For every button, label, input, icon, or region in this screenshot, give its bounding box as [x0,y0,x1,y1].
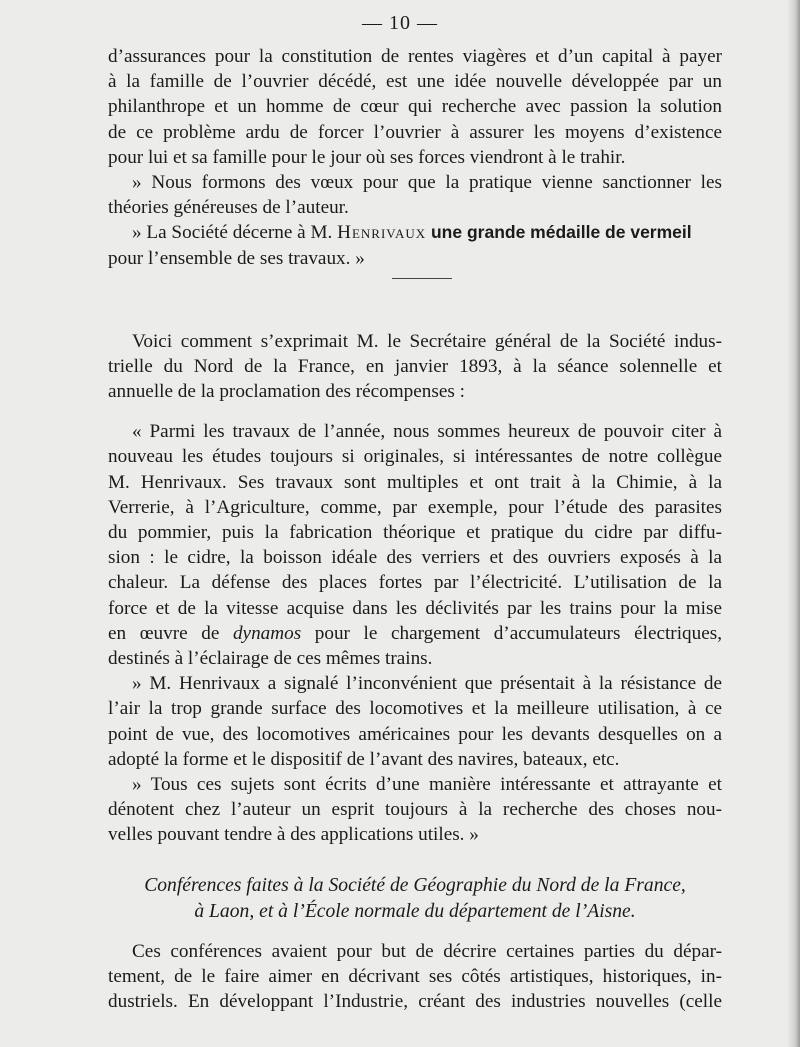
quote-locomotives [108,671,722,772]
text-line: « Parmi les travaux de l’année, nous sommes heureux de pouvoir citer à [132,421,722,443]
section-heading [108,873,722,923]
text-line: dénotent chez l’auteur un esprit toujours à la recherche des choses nou- [108,799,722,821]
text-line: force et de la vitesse acquise dans les déclivités par les trains pour la mise [108,597,722,619]
text-line: sion : le cidre, la boisson idéale des verriers et des ouvriers exposés à la [108,547,722,569]
text-line: Verrerie, à l’Agriculture, comme, par exemple, pour l’étude des parasites [108,496,722,518]
text-line: pour lui et sa famille pour le jour où ses forces viendront à le trahir. [108,146,626,168]
text-line: pour l’ensemble de ses travaux. » [108,247,365,269]
text-line: trielle du Nord de la France, en janvier 1893, à la séance solennelle et [108,355,722,377]
text-line: » M. Henrivaux a signalé l’inconvénient que présentait à la résistance de [132,673,722,695]
text-line: tement, de le faire aimer en décrivant ses côtés artistiques, historiques, in- [108,966,722,987]
text-line: d’assurances pour la constitution de rentes viagères et d’un capital à payer [108,46,722,67]
text-line: » Tous ces sujets sont écrits d’une manière intéressante et attrayante et [132,773,722,795]
text-line: chaleur. La défense des places fortes par l’électricité. L’utilisation de la [108,572,722,594]
text-line: Ces conférences avaient pour but de décrire certaines parties du dépar- [132,940,722,962]
dynamos-line [108,621,722,646]
text-line: de ce problème ardu de forcer l’ouvrier à assurer les moyens d’existence [108,121,722,143]
award-line [108,220,722,245]
award-text: » La Société décerne à M. [132,222,338,244]
text-body [108,44,722,1014]
text-line: point de vue, des locomotives américaines pour les devants desquelles on a [108,723,722,745]
award-recipient: Henrivaux [337,222,427,244]
paragraph-wishes [108,170,722,220]
paragraph-insurance [108,44,722,170]
text-line: philanthrope et un homme de cœur qui recherche avec passion la solution [108,96,722,118]
page-number: — 10 — [362,12,438,34]
text-line: nouveau les études toujours si originales, si intéressantes de notre collègue [108,446,722,468]
text-line: à la famille de l’ouvrier décédé, est une idée nouvelle développée par un [108,71,722,93]
text-line: théories généreuses de l’auteur. [108,197,349,219]
text-line: Voici comment s’exprimait M. le Secrétaire général de la Société indus- [132,330,722,352]
quote-conclusion [108,772,722,848]
text-line: destinés à l’éclairage de ces mêmes trains. [108,647,433,669]
heading-line: à Laon, et à l’École normale du département de l’Aisne. [194,900,636,922]
text-line: dustriels. En développant l’Industrie, créant des industries nouvelles (celle [108,991,722,1013]
italic-term: dynamos [232,622,302,644]
text-span: pour le chargement d’accumulateurs électriques, [301,622,722,644]
paragraph-secretary [108,329,722,405]
text-span: en œuvre de [108,622,233,644]
text-line: annuelle de la proclamation des récompenses : [108,381,465,403]
paragraph-award [108,220,722,270]
text-line: velles pouvant tendre à des applications utiles. » [108,824,479,846]
text-line: l’air la trop grande surface des locomotives et la meilleure utilisation, à ce [108,698,722,720]
text-line: du pommier, puis la fabrication théorique et pratique du cidre par diffu- [108,522,722,543]
text-line: M. Henrivaux. Ses travaux sont multiples et ont trait à la Chimie, à la [108,471,722,493]
text-line: adopté la forme et le dispositif de l’avant des navires, bateaux, etc. [108,748,620,770]
scan-edge-shadow [788,0,800,1047]
quote-works [108,419,722,671]
award-medal: une grande médaille de vermeil [430,222,692,243]
text-line: » Nous formons des vœux pour que la pratique vienne sanctionner les [132,171,722,193]
paragraph-conferences [108,939,722,1015]
heading-line: Conférences faites à la Société de Géographie du Nord de la France, [144,875,686,897]
